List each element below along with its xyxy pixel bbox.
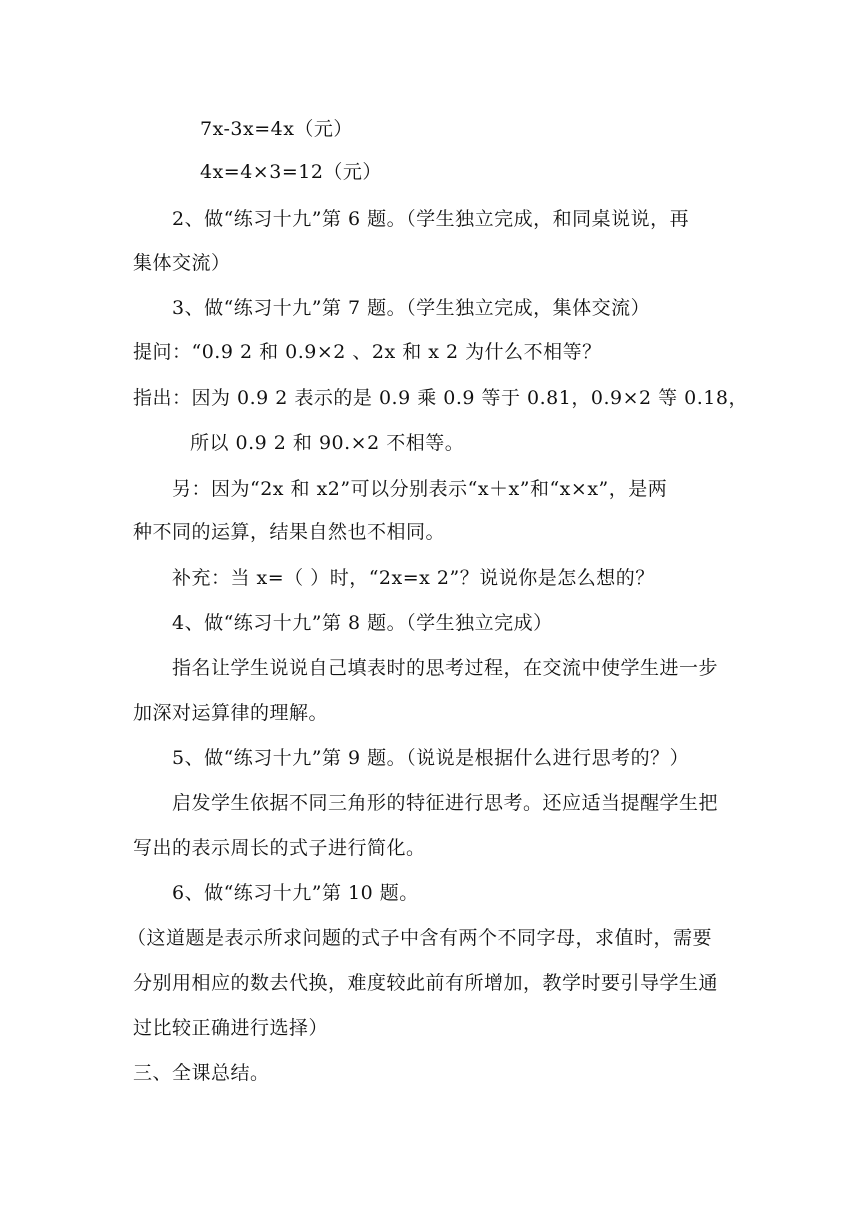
- paragraph-exercise-6: 2、做“练习十九”第 6 题。（学生独立完成，和同桌说说，再: [172, 208, 690, 230]
- additional-note-cont: 种不同的运算，结果自然也不相同。: [133, 521, 446, 543]
- guidance-line-cont: 写出的表示周长的式子进行简化。: [133, 837, 426, 859]
- note-line-2: 分别用相应的数去代换，难度较此前有所增加，教学时要引导学生通: [133, 972, 719, 994]
- note-line-3: 过比较正确进行选择）: [133, 1017, 329, 1039]
- section-heading-summary: 三、全课总结。: [133, 1062, 270, 1084]
- additional-note: 另：因为“2x 和 x2”可以分别表示“x＋x”和“x×x”，是两: [172, 478, 668, 500]
- guidance-line: 启发学生依据不同三角形的特征进行思考。还应适当提醒学生把: [172, 792, 719, 814]
- paragraph-exercise-10: 6、做“练习十九”第 10 题。: [172, 882, 419, 904]
- instruction-line: 指名让学生说说自己填表时的思考过程，在交流中使学生进一步: [172, 657, 719, 679]
- instruction-line-cont: 加深对运算律的理解。: [133, 702, 329, 724]
- note-line-1: （这道题是表示所求问题的式子中含有两个不同字母，求值时，需要: [127, 927, 713, 949]
- paragraph-exercise-8: 4、做“练习十九”第 8 题。（学生独立完成）: [172, 612, 553, 634]
- question-line: 提问：“0.9 2 和 0.9×2 、2x 和 x 2 为什么不相等？: [133, 341, 602, 363]
- explanation-line-cont: 所以 0.9 2 和 90.×2 不相等。: [190, 432, 465, 454]
- supplement-line: 补充：当 x=（ ）时，“2x=x 2”？说说你是怎么想的？: [172, 567, 655, 589]
- paragraph-exercise-9: 5、做“练习十九”第 9 题。（说说是根据什么进行思考的？）: [172, 747, 690, 769]
- equation-line-1: 7x-3x=4x（元）: [200, 118, 353, 140]
- explanation-line: 指出：因为 0.9 2 表示的是 0.9 乘 0.9 等于 0.81，0.9×2 等 0.18，: [133, 387, 748, 409]
- paragraph-exercise-7: 3、做“练习十九”第 7 题。（学生独立完成，集体交流）: [172, 297, 651, 319]
- paragraph-exercise-6-cont: 集体交流）: [133, 252, 231, 274]
- equation-line-2: 4x=4×3=12（元）: [200, 161, 382, 183]
